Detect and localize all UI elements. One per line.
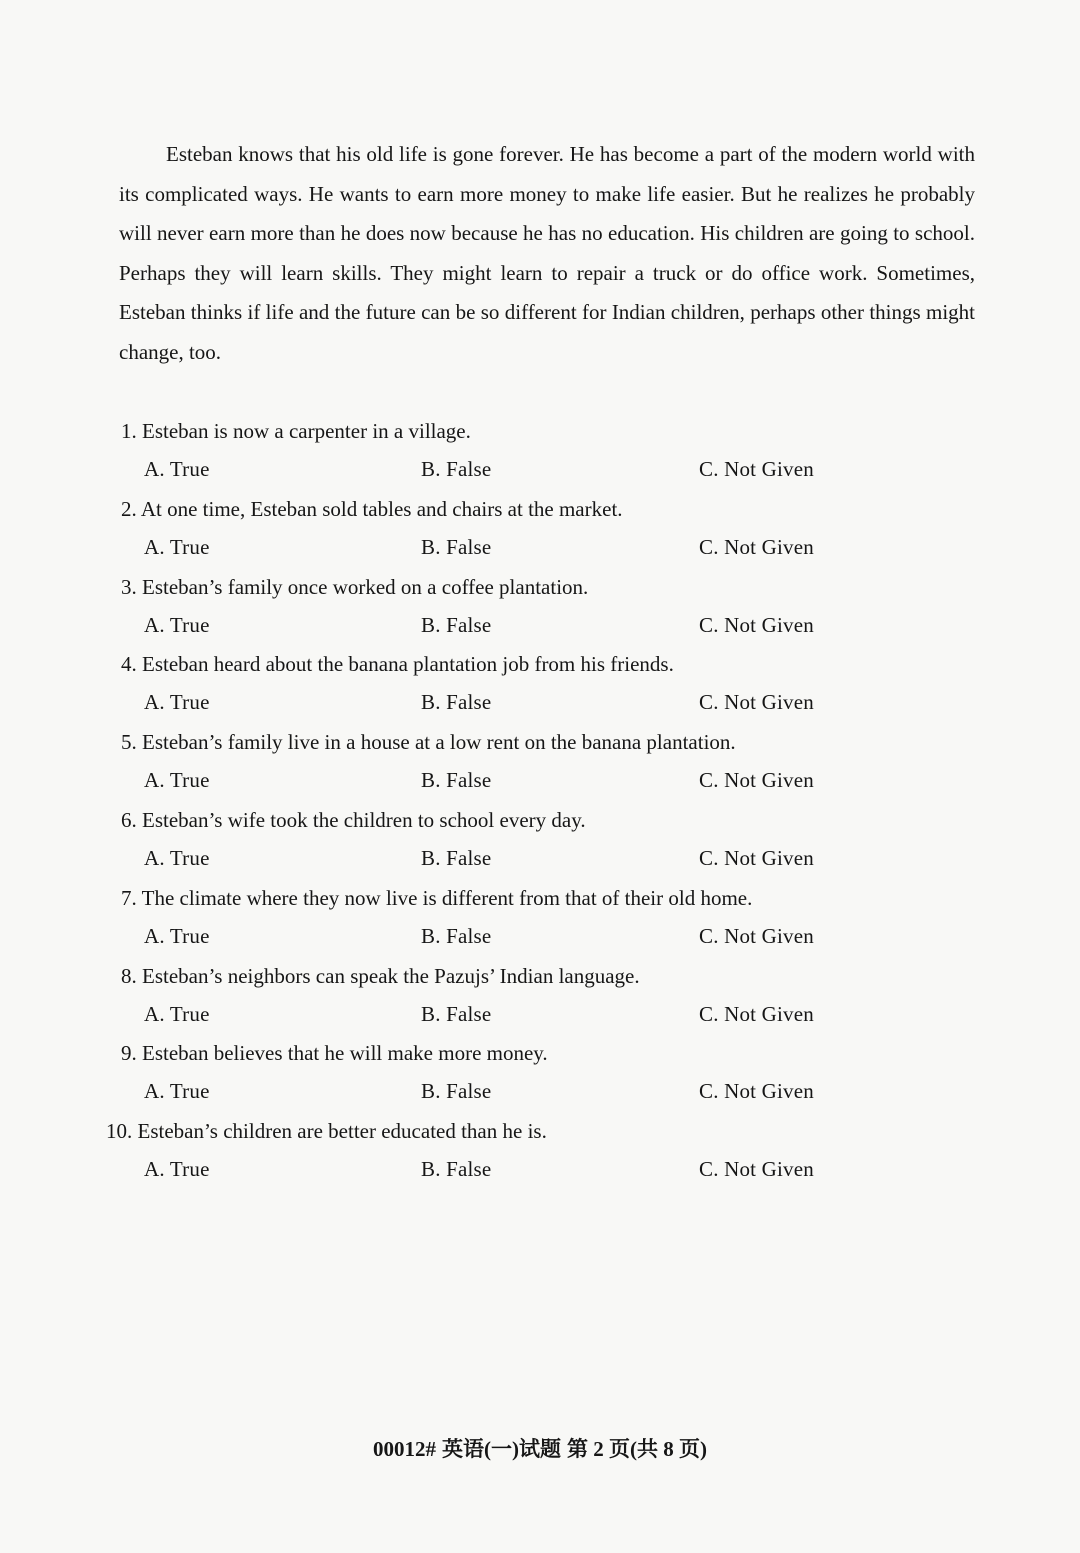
option-b: B. False: [421, 768, 492, 793]
page-footer: [0, 1432, 1080, 1466]
question-item: [0, 644, 1080, 722]
option-a: A. True: [144, 612, 210, 637]
question-item: [0, 800, 1080, 878]
option-c: C. Not Given: [699, 612, 814, 637]
option-a: A. True: [144, 923, 210, 948]
question-item: [0, 489, 1080, 567]
option-b: B. False: [421, 534, 492, 559]
option-b: B. False: [421, 845, 492, 870]
question-item: [0, 1033, 1080, 1111]
option-a: A. True: [144, 768, 210, 793]
option-c: C. Not Given: [699, 768, 814, 793]
page-number: 第 2 页(共 8 页): [567, 1437, 707, 1461]
question-item: [0, 878, 1080, 956]
exam-code: 00012#: [373, 1437, 436, 1461]
option-b: B. False: [421, 1157, 492, 1182]
question-stem: 7. The climate where they now live is different from that of their old home.: [121, 885, 753, 910]
question-stem: 9. Esteban believes that he will make more money.: [121, 1041, 548, 1066]
question-item: [0, 567, 1080, 645]
question-stem: 1. Esteban is now a carpenter in a village.: [121, 419, 471, 443]
option-b: B. False: [421, 690, 492, 715]
option-b: B. False: [421, 457, 492, 481]
option-a: A. True: [144, 690, 210, 715]
option-c: C. Not Given: [699, 534, 814, 559]
option-c: C. Not Given: [699, 923, 814, 948]
question-list: [0, 411, 1080, 1189]
option-b: B. False: [421, 1079, 492, 1104]
question-stem: 10. Esteban’s children are better educated than he is.: [106, 1119, 547, 1144]
option-a: A. True: [144, 457, 210, 481]
exam-subject: 英语(一)试题: [442, 1437, 561, 1461]
question-stem: 4. Esteban heard about the banana plantation job from his friends.: [121, 652, 674, 677]
option-a: A. True: [144, 1079, 210, 1104]
question-stem: 6. Esteban’s wife took the children to school every day.: [121, 807, 586, 832]
option-a: A. True: [144, 845, 210, 870]
option-a: A. True: [144, 1157, 210, 1182]
option-c: C. Not Given: [699, 457, 814, 481]
question-stem: 5. Esteban’s family live in a house at a low rent on the banana plantation.: [121, 730, 736, 755]
option-c: C. Not Given: [699, 1079, 814, 1104]
option-a: A. True: [144, 534, 210, 559]
question-stem: 8. Esteban’s neighbors can speak the Pazujs’ Indian language.: [121, 963, 640, 988]
question-item: [0, 722, 1080, 800]
question-item: [0, 1111, 1080, 1189]
option-c: C. Not Given: [699, 845, 814, 870]
option-a: A. True: [144, 1001, 210, 1026]
option-c: C. Not Given: [699, 1157, 814, 1182]
question-item: [0, 956, 1080, 1034]
option-b: B. False: [421, 923, 492, 948]
option-b: B. False: [421, 1001, 492, 1026]
question-stem: 2. At one time, Esteban sold tables and chairs at the market.: [121, 496, 623, 521]
question-item: [0, 411, 1080, 489]
question-stem: 3. Esteban’s family once worked on a coffee plantation.: [121, 574, 589, 599]
passage-paragraph: Esteban knows that his old life is gone forever. He has become a part of the modern world with its complicated ways. He wants to earn more money to make life easier. But he realizes he probably will never earn more than he does now because he has no education. His children are going to school. Perhaps they will learn skills. They might learn to repair a truck or do office work. Sometimes, Esteban thinks if life and the future can be so different for Indian children, perhaps other things might change, too.: [119, 142, 975, 364]
option-c: C. Not Given: [699, 690, 814, 715]
option-b: B. False: [421, 612, 492, 637]
option-c: C. Not Given: [699, 1001, 814, 1026]
